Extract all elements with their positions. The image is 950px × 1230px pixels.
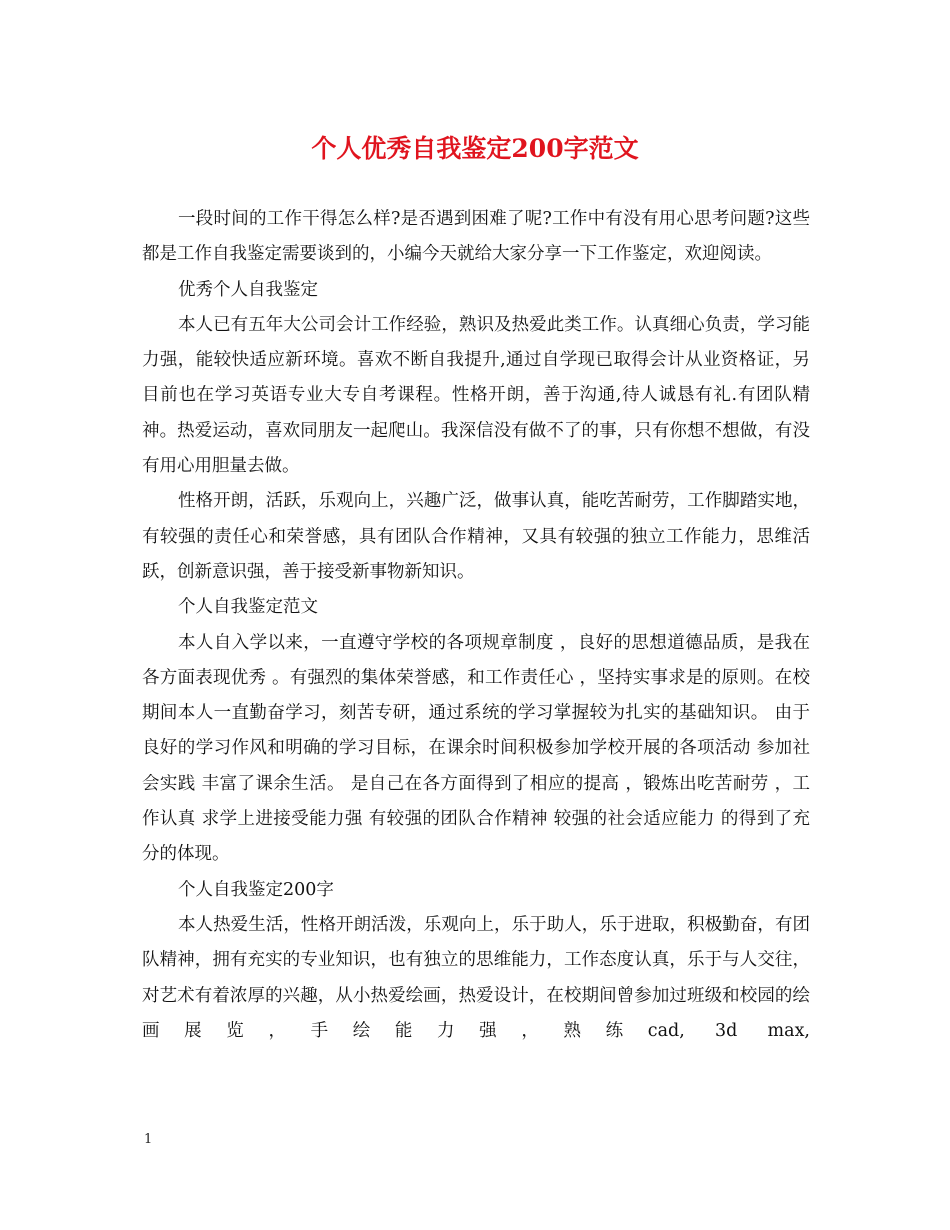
document-title: 个人优秀自我鉴定200字范文: [311, 134, 639, 163]
body-paragraph: 本人自入学以来，一直遵守学校的各项规章制度 ，良好的思想道德品质，是我在各方面表现优秀 。有强烈的集体荣誉感，和工作责任心 ，坚持实事求是的原则。在校期间本人一直勤奋学习，刻苦专研，通过系统的学习掌握较为扎实的基础知识。 由于良好的学习作风和明确的学习目标，在课余时间积极参加学校开展的各项活动 参加社会实践 丰富了课余生活。 是自己在各方面得到了相应的提高 ，锻炼出吃苦耐劳 ，工作认真 求学上进接受能力强 有较强的团队合作精神 较强的社会适应能力 的得到了充分的体现。: [142, 632, 810, 865]
section-heading-200: 个人自我鉴定200字: [178, 879, 334, 900]
intro-paragraph: 一段时间的工作干得怎么样?是否遇到困难了呢?工作中有没有用心思考问题?这些都是工作自我鉴定需要谈到的，小编今天就给大家分享一下工作鉴定，欢迎阅读。: [142, 209, 810, 265]
body-paragraph: 本人热爱生活，性格开朗活泼，乐观向上，乐于助人，乐于进取，积极勤奋，有团队精神，拥有充实的专业知识，也有独立的思维能力，工作态度认真，乐于与人交往，对艺术有着浓厚的兴趣，从小热爱绘画，热爱设计，在校期间曾参加过班级和校园的绘画展览，手绘能力强，熟练cad, 3d max,: [142, 914, 810, 1041]
page-number: 1: [144, 1132, 153, 1147]
document-body: [142, 202, 810, 1049]
body-paragraph: 本人已有五年大公司会计工作经验，熟识及热爱此类工作。认真细心负责，学习能力强，能较快适应新环境。喜欢不断自我提升,通过自学现已取得会计从业资格证，另目前也在学习英语专业大专自考课程。性格开朗，善于沟通,待人诚恳有礼.有团队精神。热爱运动，喜欢同朋友一起爬山。我深信没有做不了的事，只有你想不想做，有没有用心用胆量去做。: [142, 314, 810, 477]
section-heading-sample: 个人自我鉴定范文: [178, 597, 318, 618]
section-heading-excellent: 优秀个人自我鉴定: [178, 279, 318, 300]
body-paragraph: 性格开朗，活跃，乐观向上，兴趣广泛，做事认真，能吃苦耐劳，工作脚踏实地，有较强的责任心和荣誉感，具有团队合作精神，又具有较强的独立工作能力，思维活跃，创新意识强，善于接受新事物新知识。: [142, 491, 810, 582]
